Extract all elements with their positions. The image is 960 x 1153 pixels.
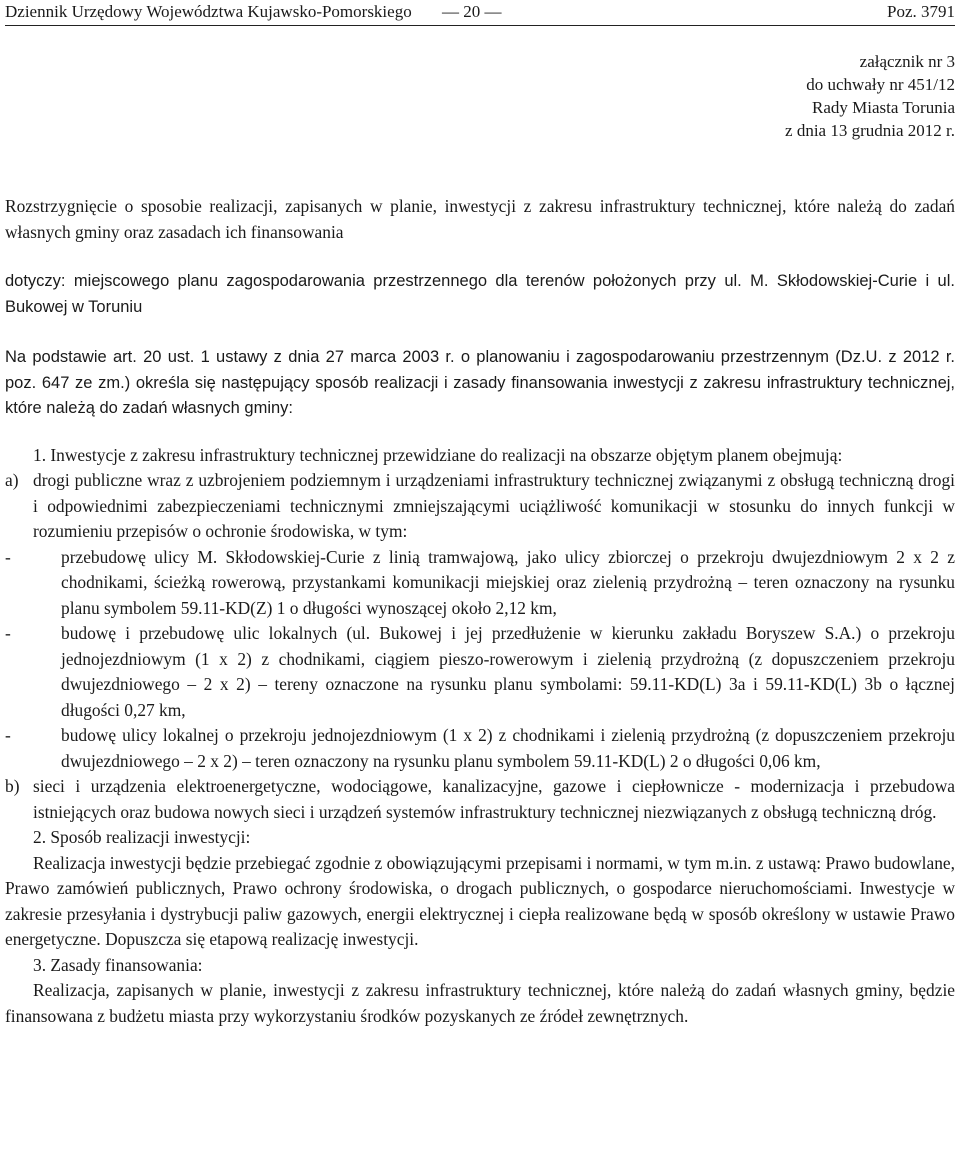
legal-basis: Na podstawie art. 20 ust. 1 ustawy z dnia 27 marca 2003 r. o planowaniu i zagospodarowaniu przestrzennym (Dz.U. z 2012 r. poz. 647 ze zm.) określa się następujący sposób realizacji i zasady finansowania inwestycji z zakresu infrastruktury technicznej, które należą do zadań własnych gminy:: [5, 348, 955, 417]
annex-line: z dnia 13 grudnia 2012 r.: [785, 121, 955, 140]
section-1: 1. Inwestycje z zakresu infrastruktury technicznej przewidziane do realizacji na obszarze objętym planem obejmują:: [33, 444, 843, 465]
item-b: [5, 774, 955, 825]
document-title: Rozstrzygnięcie o sposobie realizacji, zapisanych w planie, inwestycji z zakresu infrastruktury technicznej, które należą do zadań własnych gminy oraz zasadach ich finansowania: [5, 196, 955, 242]
dash-item-text: budowę i przebudowę ulic lokalnych (ul. Bukowej i jej przedłużenie w kierunku zakładu Boryszew S.A.) o przekroju jednojezdniowym (1 x 2) z chodnikami, ciągiem pieszo-rowerowym i zielenią przydrożną (z dopuszczeniem przekroju dwujezdniowego – 2 x 2) – tereny oznaczone na rysunku planu symbolami: 59.11-KD(L) 3a i 59.11-KD(L) 3b o łącznej długości 0,27 km,: [61, 623, 955, 720]
section-2-heading: 2. Sposób realizacji inwestycji:: [33, 827, 251, 847]
item-b-text: sieci i urządzenia elektroenergetyczne, wodociągowe, kanalizacyjne, gazowe i ciepłownicze - modernizacja i przebudowa istniejących oraz budowa nowych sieci i urządzeń systemów infrastruktury technicznej niezwiązanych z obsługą techniczną dróg.: [33, 776, 955, 822]
section-3-heading: 3. Zasady finansowania:: [33, 954, 203, 975]
dash-marker: -: [5, 725, 11, 745]
dash-item-text: budowę ulicy lokalnej o przekroju jednojezdniowym (1 x 2) z chodnikami i zielenią przydrożną (z dopuszczeniem przekroju dwujezdniowego – 2 x 2) – teren oznaczony na rysunku planu symbolem 59.11-KD(L) 2 o długości 0,06 km,: [61, 725, 955, 771]
dash-marker: -: [5, 546, 11, 567]
dash-item: [5, 723, 955, 774]
dash-item-text: przebudowę ulicy M. Skłodowskiej-Curie z linią tramwajową, jako ulicy zbiorczej o przekroju dwujezdniowym 2 x 2 z chodnikami, ścieżką rowerową, przystankami komunikacji miejskiej oraz zielenią przydrożną – teren oznaczony na rysunku planu symbolem 59.11-KD(Z) 1 o długości wynoszącej około 2,12 km,: [61, 546, 955, 618]
dash-item: [5, 621, 955, 723]
section-2-text: Realizacja inwestycji będzie przebiegać zgodnie z obowiązującymi przepisami i normami, w tym m.in. z ustawą: Prawo budowlane, Prawo zamówień publicznych, Prawo ochrony środowiska, o drogach publicznych, o gospodarce nieruchomościami. Inwestycje w zakresie przesyłania i dystrybucji paliw gazowych, energii elektrycznej i ciepła realizowane będą w sposób określony w ustawie Prawo energetyczne. Dopuszcza się etapową realizację inwestycji.: [5, 852, 955, 949]
dash-marker: -: [5, 623, 11, 643]
item-a-text: drogi publiczne wraz z uzbrojeniem podziemnym i urządzeniami infrastruktury technicznej związanymi z obsługą techniczną drogi i odpowiednimi zabezpieczeniami technicznymi zmniejszającymi uciążliwość komunikacji w stosunku do innych funkcji w rozumieniu przepisów o ochronie środowiska, w tym:: [33, 470, 955, 541]
annex-line: do uchwały nr 451/12: [806, 75, 955, 94]
page-number: — 20 —: [442, 2, 502, 21]
subject-line: dotyczy: miejscowego planu zagospodarowania przestrzennego dla terenów położonych przy ul. M. Skłodowskiej-Curie i ul. Bukowej w Toruniu: [5, 272, 955, 316]
position-number: Poz. 3791: [887, 2, 955, 21]
annex-line: załącznik nr 3: [859, 52, 955, 71]
item-a: [5, 468, 955, 545]
header-rule: [5, 25, 955, 26]
page-header: [5, 0, 955, 25]
dash-item: [5, 545, 955, 622]
annex-reference: [555, 50, 955, 142]
document-body: [5, 194, 955, 1029]
section-3-text: Realizacja, zapisanych w planie, inwestycji z zakresu infrastruktury technicznej, które należą do zadań własnych gminy, będzie finansowana z budżetu miasta przy wykorzystaniu środków pozyskanych ze źródeł zewnętrznych.: [5, 980, 955, 1026]
item-a-label: a): [5, 470, 19, 490]
annex-line: Rady Miasta Torunia: [812, 98, 955, 117]
journal-title: Dziennik Urzędowy Województwa Kujawsko-Pomorskiego: [5, 2, 412, 21]
item-b-label: b): [5, 776, 20, 796]
